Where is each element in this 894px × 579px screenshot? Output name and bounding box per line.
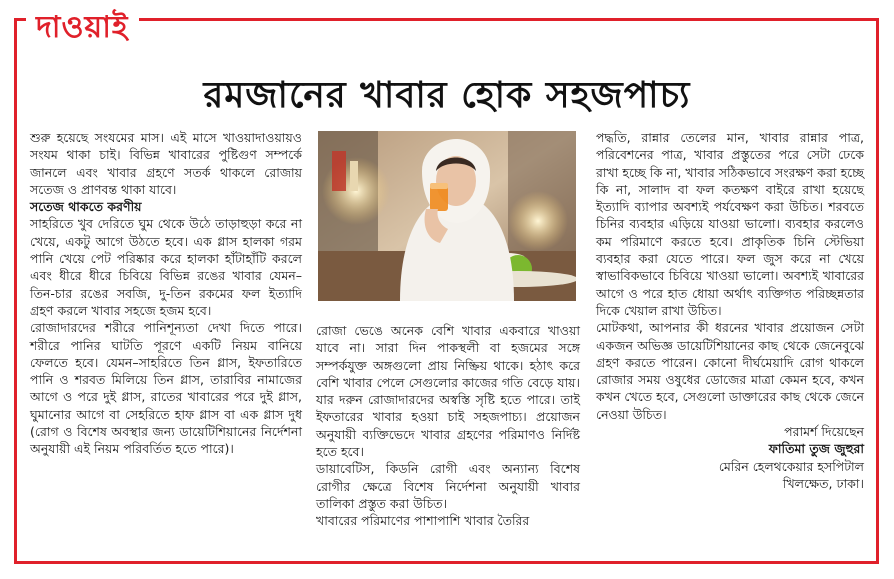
intro-paragraph: শুরু হয়েছে সংযমের মাস। এই মাসে খাওয়াদাওয়ায়ও সংযম থাকা চাই। বিভিন্ন খাবারের পুষ্টিগুণ সম্পর্কে জানলে এবং খাবার গ্রহণে সতর্ক থাকলে রোজায় সতেজ ও প্রাণবন্ত থাকা যাবে। [30, 130, 302, 197]
paragraph-patients: ডায়াবেটিস, কিডনি রোগী এবং অন্যান্য বিশেষ রোগীর ক্ষেত্রে বিশেষ নির্দেশনা অনুযায়ী খাবার তালিকা প্রস্তুত করা উচিত। [316, 461, 580, 511]
masthead-title: দাওয়াই [36, 10, 129, 45]
column-2 [316, 322, 580, 530]
paragraph-hygiene: পদ্ধতি, রান্নার তেলের মান, খাবার রান্নার পাত্র, পরিবেশনের পাত্র, খাবার প্রস্তুতের পরে সেটা ঢেকে রাখা হচ্ছে কি না, খাবার সঠিকভাবে সংরক্ষণ করা হচ্ছে কি না, সালাদ বা ফল কতক্ষণ বাইরে রাখা হয়েছে ইত্যাদি ব্যাপার অবশ্যই পর্যবেক্ষণ করা উচিত। শরবতে চিনির ব্যবহার এড়িয়ে যাওয়া ভালো। ব্যবহার করলেও কম পরিমাণে করতে হবে। প্রাকৃতিক চিনি স্টেভিয়া ব্যবহার করা যেতে পারে। ফল জুস করে না খেয়ে স্বাভাবিকভাবে চিবিয়ে খাওয়া ভালো। অবশ্যই খাবারের আগে ও পরে হাত ধোয়া অর্থাৎ ব্যক্তিগত পরিচ্ছন্নতার দিকে খেয়াল রাখা উচিত। [596, 130, 864, 318]
paragraph-iftar: রোজা ভেঙে অনেক বেশি খাবার একবারে খাওয়া যাবে না। সারা দিন পাকস্থলী বা হজমের সঙ্গে সম্পর্কযুক্ত অঙ্গগুলো প্রায় নিষ্ক্রিয় থাকে। হঠাৎ করে বেশি খাবার পেলে সেগুলোর কাজের গতি বেড়ে যায়। যার দরুন রোজাদারদের অস্বস্তি সৃষ্টি হতে পারে। তাই ইফতারের খাবার হওয়া চাই সহজপাচ্য। প্রয়োজন অনুযায়ী ব্যক্তিভেদে খাবার গ্রহণের পরিমাণও নির্দিষ্ট হতে হবে। [316, 323, 580, 460]
author-credit [596, 423, 864, 492]
headline: রমজানের খাবার হোক সহজপাচ্য [203, 75, 691, 116]
credit-name: ফাতিমা তুজ জুহুরা [768, 441, 864, 457]
article-photo [318, 131, 576, 301]
column-1 [30, 129, 302, 458]
column-3 [596, 129, 864, 492]
paragraph-quantity: খাবারের পরিমাণের পাশাপাশি খাবার তৈরির [316, 513, 530, 529]
credit-location: খিলক্ষেত, ঢাকা। [782, 475, 864, 491]
paragraph-sahri: সাহরিতে খুব দেরিতে ঘুম থেকে উঠে তাড়াহুড়া করে না খেয়ে, একটু আগে উঠতে হবে। এক গ্লাস হালকা গরম পানি খেয়ে পেট পরিষ্কার করে হালকা হাঁটাহাঁটি করলে এবং ধীরে ধীরে চিবিয়ে বিভিন্ন রঙের খাবার যেমন–তিন-চার রঙের সবজি, দু-তিন রকমের ফল ইত্যাদি গ্রহণ করলে খাবার সহজে হজম হবে। [30, 216, 302, 318]
subheading: সতেজ থাকতে করণীয় [30, 199, 142, 215]
photo-illustration [318, 131, 576, 301]
credit-organization: মেরিন হেলথকেয়ার হসপিটাল [718, 458, 864, 474]
paragraph-water: রোজাদারদের শরীরে পানিশূন্যতা দেখা দিতে পারে। শরীরে পানির ঘাটতি পূরণে একটি নিয়ম বানিয়ে ফেলতে হবে। যেমন–সাহরিতে তিন গ্লাস, ইফতারিতে পানি ও শরবত মিলিয়ে তিন গ্লাস, তারাবির নামাজের আগে ও পরে দুই গ্লাস, রাতের খাবারের পরে দুই গ্লাস, ঘুমানোর আগে বা সেহরিতে হাফ গ্লাস বা এক গ্লাস দুধ (রোগ ও বিশেষ অবস্থার জন্য ডায়েটিশিয়ানের নির্দেশনা অনুযায়ী এই নিয়ম পরিবর্তিত হতে পারে)। [30, 320, 302, 457]
paragraph-summary: মোটকথা, আপনার কী ধরনের খাবার প্রয়োজন সেটা একজন অভিজ্ঞ ডায়েটিশিয়ানের কাছ থেকে জেনেবুঝে গ্রহণ করতে পারেন। কোনো দীর্ঘমেয়াদি রোগ থাকলে রোজার সময় ওষুধের ডোজের মাত্রা কেমন হবে, কখন কখন খেতে হবে, সেগুলো ডাক্তারের কাছ থেকে জেনে নেওয়া উচিত। [596, 320, 864, 422]
section-masthead [26, 6, 139, 50]
credit-label: পরামর্শ দিয়েছেন [784, 424, 864, 440]
